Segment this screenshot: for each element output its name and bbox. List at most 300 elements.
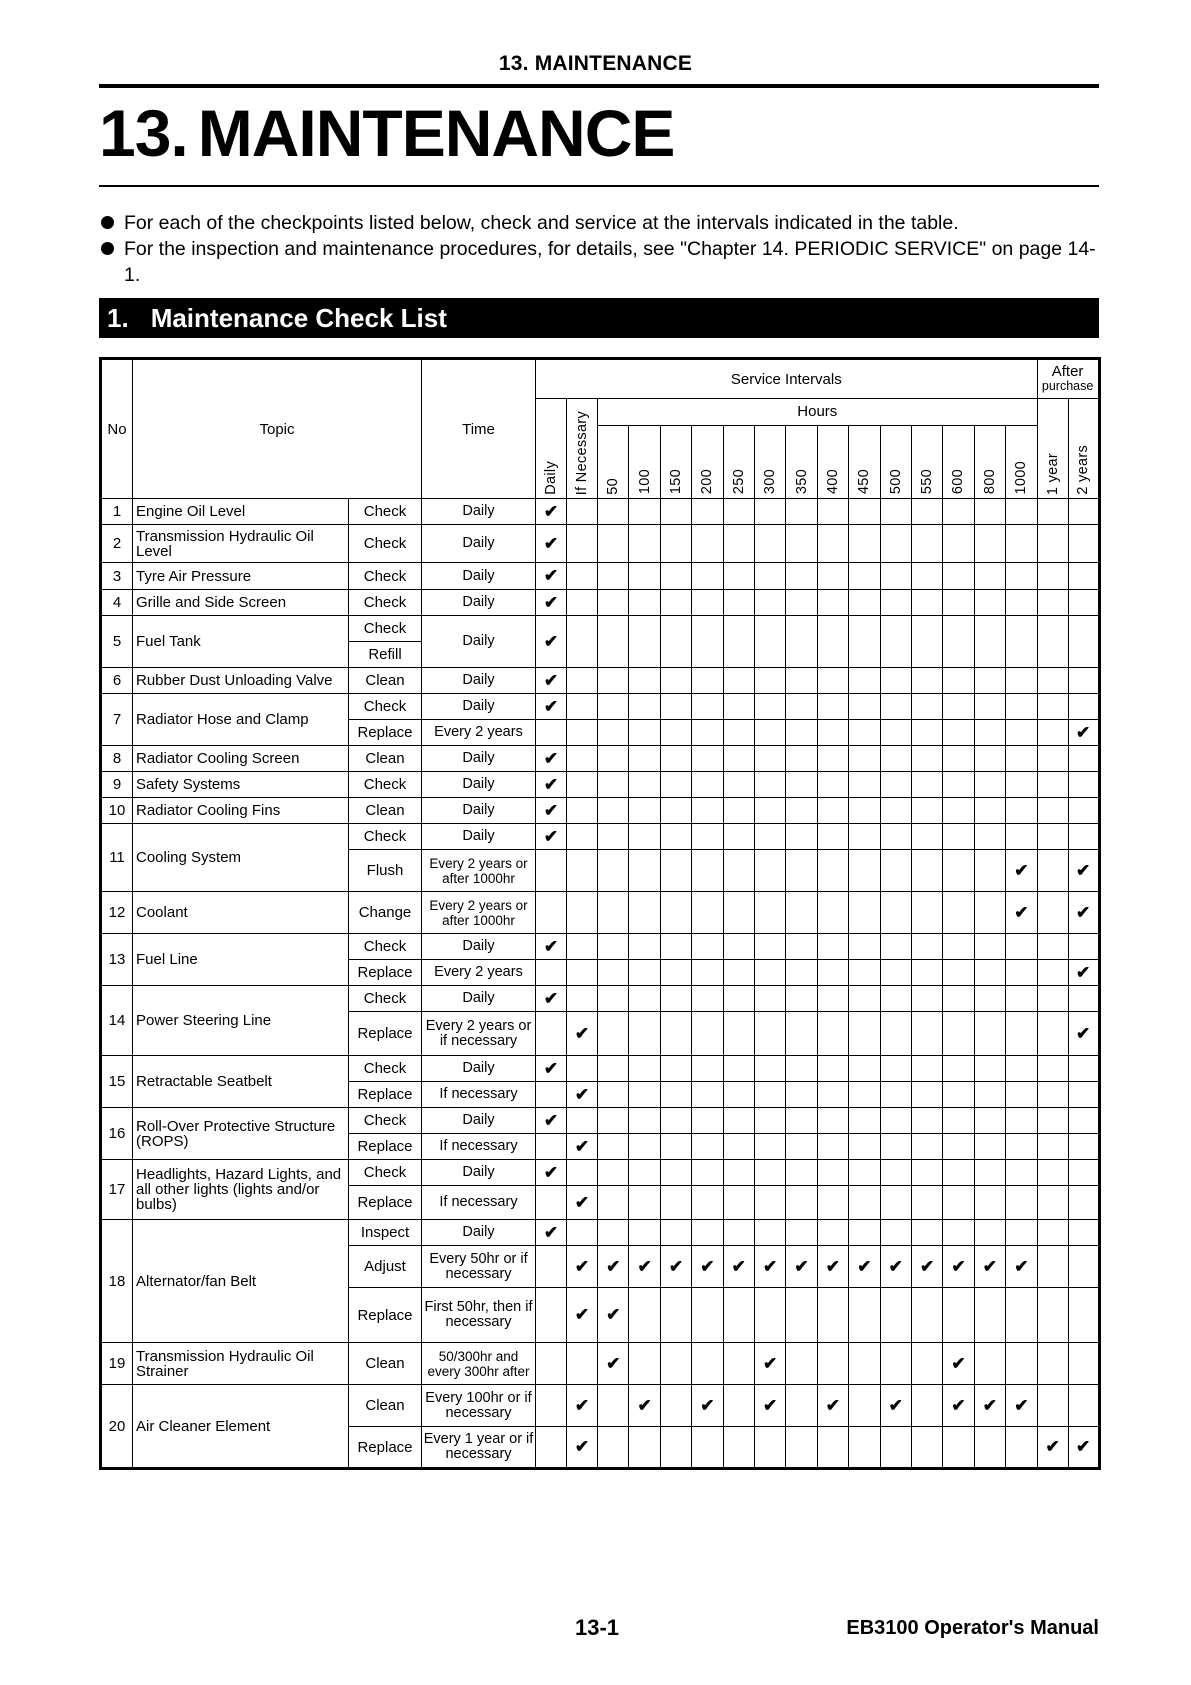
interval-cell-400 [817,934,848,960]
interval-cell-400 [817,499,848,525]
interval-cell-150 [660,892,691,934]
check-mark-icon: ✔ [919,1256,935,1276]
col-header-hours: Hours [598,399,1038,426]
running-header: 13. MAINTENANCE [498,52,693,75]
interval-cell-400 [817,746,848,772]
interval-cell-350 [786,892,817,934]
interval-cell-100 [629,850,660,892]
interval-cell-300 [754,772,785,798]
interval-cell-250 [723,1134,754,1160]
task-time: Daily [422,772,536,798]
interval-cell-450 [849,934,880,960]
interval-cell-400 [817,1134,848,1160]
table-row [101,694,1100,720]
interval-cell-800 [974,563,1005,590]
interval-cell-200 [692,960,723,986]
interval-cell-100 [629,1385,660,1427]
task-action: Adjust [349,1246,422,1288]
check-mark-icon: ✔ [794,1256,809,1276]
interval-cell-150 [660,746,691,772]
interval-cell-300 [754,1082,785,1108]
col-header-1-year: 1 year [1037,399,1068,499]
chapter-label: MAINTENANCE [197,96,675,170]
check-mark-icon: ✔ [574,1305,590,1324]
table-row [101,892,1100,934]
interval-cell-daily [536,746,567,772]
row-topic: Power Steering Line [133,986,349,1056]
row-number: 9 [101,772,133,798]
interval-cell-300 [754,1220,785,1246]
interval-cell-2y [1068,694,1099,720]
interval-cell-daily [536,525,567,563]
interval-cell-300 [754,1246,785,1288]
interval-cell-150 [660,1056,691,1082]
interval-cell-100 [629,824,660,850]
interval-cell-1000 [1006,563,1038,590]
check-mark-icon: ✔ [543,670,559,690]
interval-cell-ifnec [567,850,598,892]
interval-cell-1y [1037,850,1068,892]
interval-cell-50 [598,892,629,934]
check-mark-icon: ✔ [543,1162,559,1182]
interval-cell-50 [598,850,629,892]
interval-cell-350 [786,616,817,668]
interval-cell-200 [692,1108,723,1134]
interval-cell-50 [598,960,629,986]
interval-cell-800 [974,1012,1005,1056]
row-number: 13 [101,934,133,986]
interval-cell-1y [1037,668,1068,694]
interval-cell-600 [943,934,974,960]
interval-cell-2y [1068,1082,1099,1108]
check-mark-icon: ✔ [857,1256,872,1276]
interval-cell-250 [723,850,754,892]
task-time: Daily [422,986,536,1012]
interval-cell-200 [692,499,723,525]
check-mark-icon: ✔ [637,1395,652,1415]
interval-cell-ifnec [567,616,598,668]
task-action: Clean [349,1385,422,1427]
interval-cell-100 [629,772,660,798]
interval-cell-daily [536,668,567,694]
task-time: Daily [422,563,536,590]
task-action: Replace [349,1288,422,1343]
interval-cell-daily [536,1134,567,1160]
interval-cell-250 [723,1343,754,1385]
interval-cell-2y [1068,499,1099,525]
interval-cell-1y [1037,934,1068,960]
interval-cell-2y [1068,563,1099,590]
interval-cell-300 [754,1160,785,1186]
interval-cell-1y [1037,1385,1068,1427]
interval-cell-1000 [1006,668,1038,694]
check-mark-icon: ✔ [982,1256,997,1276]
interval-cell-200 [692,798,723,824]
task-time: Daily [422,1220,536,1246]
section-title: Maintenance Check List [150,303,447,333]
interval-cell-50 [598,772,629,798]
interval-cell-350 [786,960,817,986]
interval-cell-450 [849,563,880,590]
task-time: Daily [422,525,536,563]
row-topic: Cooling System [133,824,349,892]
interval-cell-500 [880,616,911,668]
interval-cell-100 [629,1186,660,1220]
col-header-time: Time [422,359,536,499]
col-header-hour: 300 [754,425,785,498]
check-mark-icon: ✔ [825,1395,841,1415]
check-mark-icon: ✔ [574,1437,590,1456]
interval-cell-1000 [1006,1246,1038,1288]
check-mark-icon: ✔ [731,1256,746,1276]
manual-title: EB3100 Operator's Manual [846,1617,1099,1639]
interval-cell-500 [880,1220,911,1246]
interval-cell-600 [943,1343,974,1385]
interval-cell-400 [817,1288,848,1343]
header-rule [99,84,1099,88]
task-action: Replace [349,1134,422,1160]
interval-cell-350 [786,934,817,960]
table-row [101,1108,1100,1134]
interval-cell-50 [598,694,629,720]
interval-cell-500 [880,1343,911,1385]
interval-cell-200 [692,616,723,668]
check-mark-icon: ✔ [543,631,559,651]
section-heading [99,298,1099,338]
interval-cell-350 [786,499,817,525]
row-number: 7 [101,694,133,746]
interval-cell-ifnec [567,590,598,616]
interval-cell-2y [1068,1427,1099,1469]
col-header-hour: 150 [660,425,691,498]
interval-cell-450 [849,850,880,892]
row-topic: Radiator Cooling Screen [133,746,349,772]
interval-cell-200 [692,1056,723,1082]
row-number: 12 [101,892,133,934]
interval-cell-1y [1037,1012,1068,1056]
interval-cell-550 [911,1186,942,1220]
interval-cell-1y [1037,616,1068,668]
interval-cell-daily [536,772,567,798]
interval-cell-500 [880,960,911,986]
interval-cell-1y [1037,499,1068,525]
interval-cell-800 [974,1134,1005,1160]
interval-cell-daily [536,824,567,850]
interval-cell-600 [943,694,974,720]
interval-cell-600 [943,1246,974,1288]
interval-cell-550 [911,1134,942,1160]
interval-cell-400 [817,798,848,824]
check-mark-icon: ✔ [543,501,559,521]
interval-cell-150 [660,1108,691,1134]
interval-cell-2y [1068,668,1099,694]
interval-cell-50 [598,563,629,590]
interval-cell-500 [880,986,911,1012]
interval-cell-250 [723,590,754,616]
check-mark-icon: ✔ [888,1395,903,1415]
row-topic: Engine Oil Level [133,499,349,525]
interval-cell-550 [911,499,942,525]
interval-cell-ifnec [567,563,598,590]
row-topic: Alternator/fan Belt [133,1220,349,1343]
interval-cell-150 [660,1427,691,1469]
col-header-no: No [101,359,133,499]
interval-cell-300 [754,1012,785,1056]
interval-cell-daily [536,1220,567,1246]
interval-cell-250 [723,525,754,563]
interval-cell-400 [817,1246,848,1288]
interval-cell-600 [943,1082,974,1108]
interval-cell-800 [974,850,1005,892]
check-mark-icon: ✔ [543,826,559,846]
interval-cell-250 [723,1385,754,1427]
interval-cell-350 [786,1427,817,1469]
interval-cell-1000 [1006,1186,1038,1220]
interval-cell-500 [880,525,911,563]
table-row [101,798,1100,824]
interval-cell-250 [723,1186,754,1220]
row-number: 1 [101,499,133,525]
interval-cell-ifnec [567,525,598,563]
task-time: 50/300hr and every 300hr after [422,1343,536,1385]
interval-cell-250 [723,616,754,668]
task-action: Check [349,1056,422,1082]
interval-cell-550 [911,1246,942,1288]
interval-cell-daily [536,720,567,746]
task-action: Clean [349,668,422,694]
interval-cell-800 [974,986,1005,1012]
interval-cell-350 [786,668,817,694]
row-topic: Coolant [133,892,349,934]
interval-cell-400 [817,1220,848,1246]
interval-cell-800 [974,499,1005,525]
task-action: Check [349,824,422,850]
task-action: Check [349,934,422,960]
interval-cell-1000 [1006,1427,1038,1469]
interval-cell-2y [1068,892,1099,934]
table-row [101,1056,1100,1082]
check-mark-icon: ✔ [574,1136,590,1156]
interval-cell-450 [849,1160,880,1186]
col-header-if-necessary: If Necessary [567,399,598,499]
interval-cell-1000 [1006,1288,1038,1343]
interval-cell-150 [660,798,691,824]
interval-cell-450 [849,1012,880,1056]
interval-cell-500 [880,1246,911,1288]
interval-cell-1y [1037,1160,1068,1186]
interval-cell-250 [723,1246,754,1288]
interval-cell-daily [536,1186,567,1220]
interval-cell-400 [817,1427,848,1469]
task-time: Daily [422,1160,536,1186]
interval-cell-100 [629,1246,660,1288]
interval-cell-800 [974,1056,1005,1082]
interval-cell-daily [536,1160,567,1186]
interval-cell-250 [723,720,754,746]
interval-cell-150 [660,850,691,892]
check-mark-icon: ✔ [574,1023,590,1043]
task-time: Daily [422,499,536,525]
interval-cell-150 [660,1288,691,1343]
col-header-hour: 800 [974,425,1005,498]
interval-cell-250 [723,1056,754,1082]
interval-cell-450 [849,746,880,772]
check-mark-icon: ✔ [763,1395,778,1415]
interval-cell-100 [629,720,660,746]
interval-cell-450 [849,499,880,525]
interval-cell-350 [786,720,817,746]
interval-cell-50 [598,1108,629,1134]
interval-cell-300 [754,668,785,694]
interval-cell-800 [974,1385,1005,1427]
check-mark-icon: ✔ [763,1353,778,1373]
interval-cell-400 [817,1385,848,1427]
interval-cell-500 [880,1134,911,1160]
interval-cell-daily [536,798,567,824]
check-mark-icon: ✔ [700,1256,715,1276]
interval-cell-600 [943,1056,974,1082]
interval-cell-1000 [1006,1082,1038,1108]
interval-cell-600 [943,892,974,934]
row-topic: Radiator Hose and Clamp [133,694,349,746]
interval-cell-600 [943,525,974,563]
interval-cell-550 [911,1427,942,1469]
interval-cell-400 [817,563,848,590]
interval-cell-800 [974,616,1005,668]
interval-cell-600 [943,824,974,850]
interval-cell-ifnec [567,798,598,824]
check-mark-icon: ✔ [1075,902,1091,922]
interval-cell-450 [849,525,880,563]
task-time: Every 2 years or if necessary [422,1012,536,1056]
interval-cell-150 [660,1343,691,1385]
row-number: 15 [101,1056,133,1108]
interval-cell-1000 [1006,892,1038,934]
interval-cell-2y [1068,1012,1099,1056]
interval-cell-200 [692,1246,723,1288]
interval-cell-1y [1037,746,1068,772]
bullet-icon [101,216,114,229]
interval-cell-100 [629,616,660,668]
table-row [101,499,1100,525]
interval-cell-2y [1068,986,1099,1012]
interval-cell-100 [629,1160,660,1186]
interval-cell-600 [943,1186,974,1220]
interval-cell-daily [536,694,567,720]
interval-cell-500 [880,590,911,616]
interval-cell-daily [536,499,567,525]
task-action: Replace [349,1082,422,1108]
interval-cell-800 [974,1220,1005,1246]
interval-cell-450 [849,694,880,720]
interval-cell-500 [880,824,911,850]
interval-cell-550 [911,590,942,616]
interval-cell-550 [911,746,942,772]
interval-cell-600 [943,668,974,694]
interval-cell-800 [974,1427,1005,1469]
task-time: Daily [422,1056,536,1082]
row-topic: Transmission Hydraulic Oil Strainer [133,1343,349,1385]
check-mark-icon: ✔ [543,1058,559,1078]
interval-cell-50 [598,590,629,616]
col-header-hour: 50 [598,425,629,498]
check-mark-icon: ✔ [1075,722,1091,742]
task-time: Daily [422,824,536,850]
interval-cell-50 [598,1343,629,1385]
interval-cell-450 [849,1385,880,1427]
interval-cell-500 [880,772,911,798]
interval-cell-1000 [1006,772,1038,798]
interval-cell-200 [692,1385,723,1427]
check-mark-icon: ✔ [543,748,559,768]
interval-cell-250 [723,694,754,720]
interval-cell-100 [629,960,660,986]
intro-bullet: For the inspection and maintenance procedures, for details, see "Chapter 14. PERIODIC SERVICE" on page 14-1. [99,236,1099,288]
interval-cell-300 [754,850,785,892]
row-topic: Grille and Side Screen [133,590,349,616]
interval-cell-1y [1037,798,1068,824]
interval-cell-ifnec [567,1343,598,1385]
page-number: 13-1 [575,1615,620,1640]
check-mark-icon: ✔ [1014,860,1029,880]
col-header-daily: Daily [536,399,567,499]
row-topic: Headlights, Hazard Lights, and all other lights (lights and/or bulbs) [133,1160,349,1220]
task-time: First 50hr, then if necessary [422,1288,536,1343]
table-row [101,1343,1100,1385]
interval-cell-200 [692,1186,723,1220]
check-mark-icon: ✔ [543,800,559,820]
table-row [101,616,1100,642]
interval-cell-500 [880,1160,911,1186]
interval-cell-100 [629,746,660,772]
interval-cell-50 [598,1134,629,1160]
interval-cell-150 [660,934,691,960]
interval-cell-200 [692,1160,723,1186]
interval-cell-550 [911,1082,942,1108]
interval-cell-400 [817,616,848,668]
interval-cell-350 [786,850,817,892]
interval-cell-250 [723,892,754,934]
row-number: 17 [101,1160,133,1220]
interval-cell-ifnec [567,1056,598,1082]
interval-cell-250 [723,1288,754,1343]
interval-cell-350 [786,1385,817,1427]
row-topic: Air Cleaner Element [133,1385,349,1469]
interval-cell-200 [692,1427,723,1469]
table-row [101,590,1100,616]
interval-cell-600 [943,1385,974,1427]
interval-cell-50 [598,1082,629,1108]
check-mark-icon: ✔ [1014,902,1029,922]
check-mark-icon: ✔ [543,592,559,612]
interval-cell-daily [536,1343,567,1385]
interval-cell-250 [723,563,754,590]
interval-cell-100 [629,1134,660,1160]
interval-cell-300 [754,720,785,746]
task-action: Clean [349,746,422,772]
task-time: If necessary [422,1082,536,1108]
interval-cell-2y [1068,1134,1099,1160]
task-action: Replace [349,1186,422,1220]
interval-cell-250 [723,798,754,824]
col-header-topic: Topic [133,359,422,499]
interval-cell-2y [1068,1160,1099,1186]
interval-cell-2y [1068,525,1099,563]
interval-cell-1y [1037,1134,1068,1160]
interval-cell-600 [943,1427,974,1469]
interval-cell-150 [660,563,691,590]
interval-cell-300 [754,746,785,772]
